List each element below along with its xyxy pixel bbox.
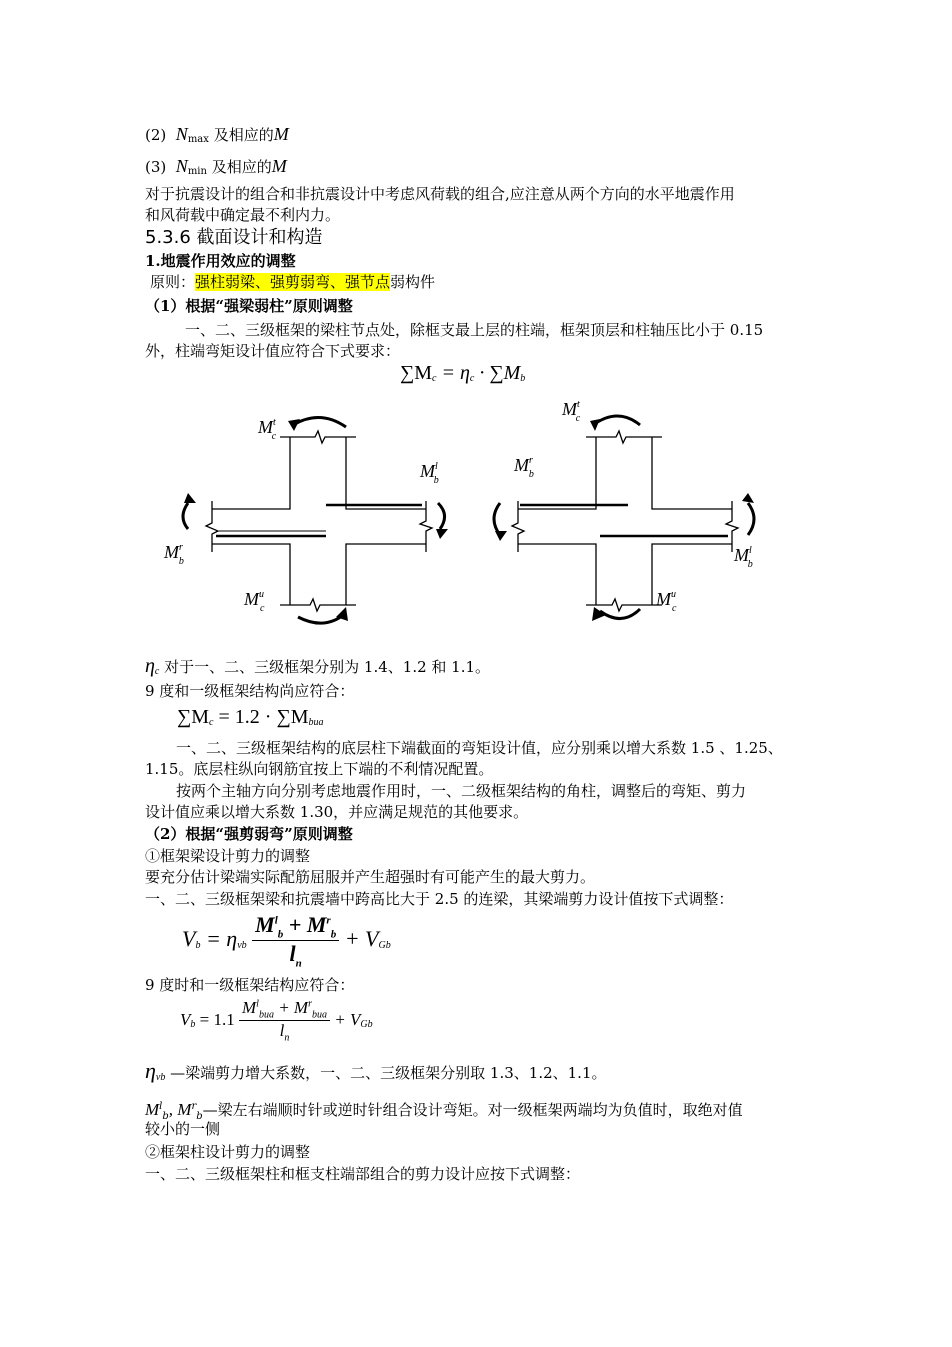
eq-term: V: [182, 925, 196, 951]
label-mc-bottom-right: $M^u$ c: [656, 589, 677, 614]
eq-subscript: b: [196, 1111, 203, 1122]
eq-subscript: c: [432, 373, 437, 384]
principle-line: [150, 272, 435, 292]
eq-term: = 1.2 · ∑M: [213, 706, 309, 728]
eq-term: + V: [339, 925, 379, 951]
paragraph-line: 较小的一侧: [145, 1120, 221, 1138]
eq-term: , M: [168, 1100, 192, 1119]
eq-term: + M: [273, 998, 309, 1017]
symbol-eta: η: [145, 655, 155, 677]
line-text: 及相应的: [213, 126, 274, 144]
line-nmin: [145, 156, 287, 182]
eq-term: = η: [200, 925, 238, 951]
moment-definition-line: [145, 1097, 743, 1127]
eq-subscript: b: [520, 373, 526, 384]
item-number: (3): [145, 158, 167, 176]
eta-vb-description: —梁端剪力增大系数，一、二、三级框架分别取 1.3、1.2、1.1。: [170, 1064, 607, 1082]
eq-subscript: Gb: [360, 1018, 373, 1030]
eq-subscript: n: [295, 957, 302, 970]
eq-term: M: [145, 1100, 160, 1119]
eq-subscript: bua: [258, 1009, 274, 1021]
equation-beam-shear: [182, 912, 391, 970]
label-mb-beam-right: $M^r$ b: [514, 455, 534, 480]
eq-term: · ∑M: [474, 362, 521, 384]
subscript-vb: vb: [155, 1072, 166, 1083]
paragraph-line: 一、二、三级框架梁和抗震墙中跨高比大于 2.5 的连梁，其梁端剪力设计值按下式调整：: [145, 890, 734, 908]
line-nmax: [145, 124, 289, 150]
eq-term: M: [241, 998, 257, 1017]
principle-label: 原则：: [150, 273, 196, 291]
symbol-n: N: [175, 124, 188, 144]
paragraph-line: 要充分估计梁端实际配筋屈服并产生超强时有可能产生的最大剪力。: [145, 868, 596, 886]
subsection-heading: 1.地震作用效应的调整: [145, 252, 296, 270]
eq-superscript: l: [159, 1101, 163, 1112]
paragraph-line: 1.15。底层柱纵向钢筋宜按上下端的不利情况配置。: [145, 760, 494, 778]
item-number: (2): [145, 126, 167, 144]
eq-term: V: [180, 1009, 191, 1029]
eq-subscript: bua: [311, 1009, 327, 1021]
eq-term: + M: [283, 912, 327, 937]
paragraph-line: 外，柱端弯矩设计值应符合下式要求：: [145, 342, 401, 360]
principle-tail: 弱构件: [390, 273, 436, 291]
eq-superscript: l: [256, 998, 259, 1010]
eq-subscript: n: [284, 1032, 290, 1044]
clause-heading: ①框架梁设计剪力的调整: [145, 847, 311, 865]
eq-term: l: [279, 1021, 285, 1041]
paragraph-line: 一、二、三级框架结构的底层柱下端截面的弯矩设计值，应分别乘以增大系数 1.5 、1.25、: [176, 739, 783, 757]
label-mb-left-left: $M^r$ b: [164, 542, 184, 567]
paragraph-line: 一、二、三级框架柱和框支柱端部组合的剪力设计应按下式调整：: [145, 1165, 581, 1183]
clause-heading: ②框架柱设计剪力的调整: [145, 1143, 311, 1161]
label-mc-top-right: $M^t$ c: [562, 399, 581, 424]
paragraph-line: 一、二、三级框架的梁柱节点处，除框支最上层的柱端，框架顶层和柱轴压比小于 0.15: [185, 321, 764, 339]
eq-fraction: [252, 912, 339, 970]
paragraph-line: 9 度和一级框架结构尚应符合：: [145, 682, 355, 700]
label-mc-bottom-left: $M^u$ c: [244, 589, 265, 614]
eq-subscript: b: [195, 939, 201, 951]
moment-description: —梁左右端顺时针或逆时针组合设计弯矩。对一级框架两端均为负值时，取绝对值: [202, 1101, 743, 1119]
label-mc-top-left: $M^t$ c: [258, 417, 277, 442]
section-heading: 5.3.6 截面设计和构造: [145, 227, 323, 248]
paragraph-line: 对于抗震设计的组合和非抗震设计中考虑风荷载的组合,应注意从两个方向的水平地震作用: [145, 185, 735, 203]
symbol-n: N: [175, 156, 188, 176]
paragraph-line: 设计值应乘以增大系数 1.30，并应满足规范的其他要求。: [145, 803, 529, 821]
eq-term: l: [289, 941, 296, 967]
eq-subscript: bua: [308, 717, 324, 728]
eq-term: ∑M: [400, 362, 433, 384]
eq-fraction: [239, 998, 330, 1044]
eq-subscript: b: [330, 928, 337, 941]
eq-subscript: b: [162, 1111, 169, 1122]
paragraph-line: 和风荷载中确定最不利内力。: [145, 206, 341, 224]
equation-nine-degree: [177, 706, 323, 729]
rule-heading-2: （2）根据“强剪弱弯”原则调整: [145, 825, 353, 843]
equation-nine-degree-shear: [180, 998, 373, 1044]
eq-subscript: Gb: [378, 939, 391, 951]
symbol-m: M: [271, 156, 287, 176]
eta-vb-line: [145, 1058, 607, 1088]
eq-subscript: c: [469, 373, 475, 384]
label-mb-right-right: $M^l$ b: [734, 545, 753, 570]
equation-moment-sum: [400, 362, 525, 385]
label-mb-right-left: $M^l$ b: [420, 461, 439, 486]
eq-superscript: l: [274, 914, 278, 927]
symbol-eta: η: [145, 1058, 156, 1083]
line-text: 及相应的: [211, 158, 272, 176]
symbol-m: M: [273, 124, 289, 144]
eta-description: 对于一、二、三级框架分别为 1.4、1.2 和 1.1。: [164, 658, 491, 676]
paragraph-line: 9 度时和一级框架结构应符合：: [145, 976, 355, 994]
eq-subscript: c: [209, 717, 214, 728]
eq-term: + V: [329, 1009, 361, 1029]
eq-superscript: r: [308, 998, 312, 1010]
subscript-c: c: [154, 666, 160, 677]
eq-term: = η: [436, 362, 470, 384]
eq-term: ∑M: [177, 706, 210, 728]
subscript-max: max: [187, 134, 209, 145]
highlighted-principle: 强柱弱梁、强剪弱弯、强节点: [195, 273, 391, 291]
eq-term: M: [255, 912, 275, 937]
eq-superscript: r: [191, 1101, 197, 1112]
eq-subscript: vb: [237, 939, 247, 951]
subscript-min: min: [187, 166, 207, 177]
eq-term: = 1.1: [195, 1009, 235, 1029]
eq-subscript: b: [190, 1018, 196, 1030]
eq-subscript: b: [277, 928, 284, 941]
eta-c-line: [145, 656, 490, 682]
eq-superscript: r: [326, 914, 331, 927]
paragraph-line: 按两个主轴方向分别考虑地震作用时，一、二级框架结构的角柱，调整后的弯矩、剪力: [176, 782, 747, 800]
rule-heading-1: （1）根据“强梁弱柱”原则调整: [145, 297, 353, 315]
beam-column-joint-figure: [150, 395, 790, 640]
